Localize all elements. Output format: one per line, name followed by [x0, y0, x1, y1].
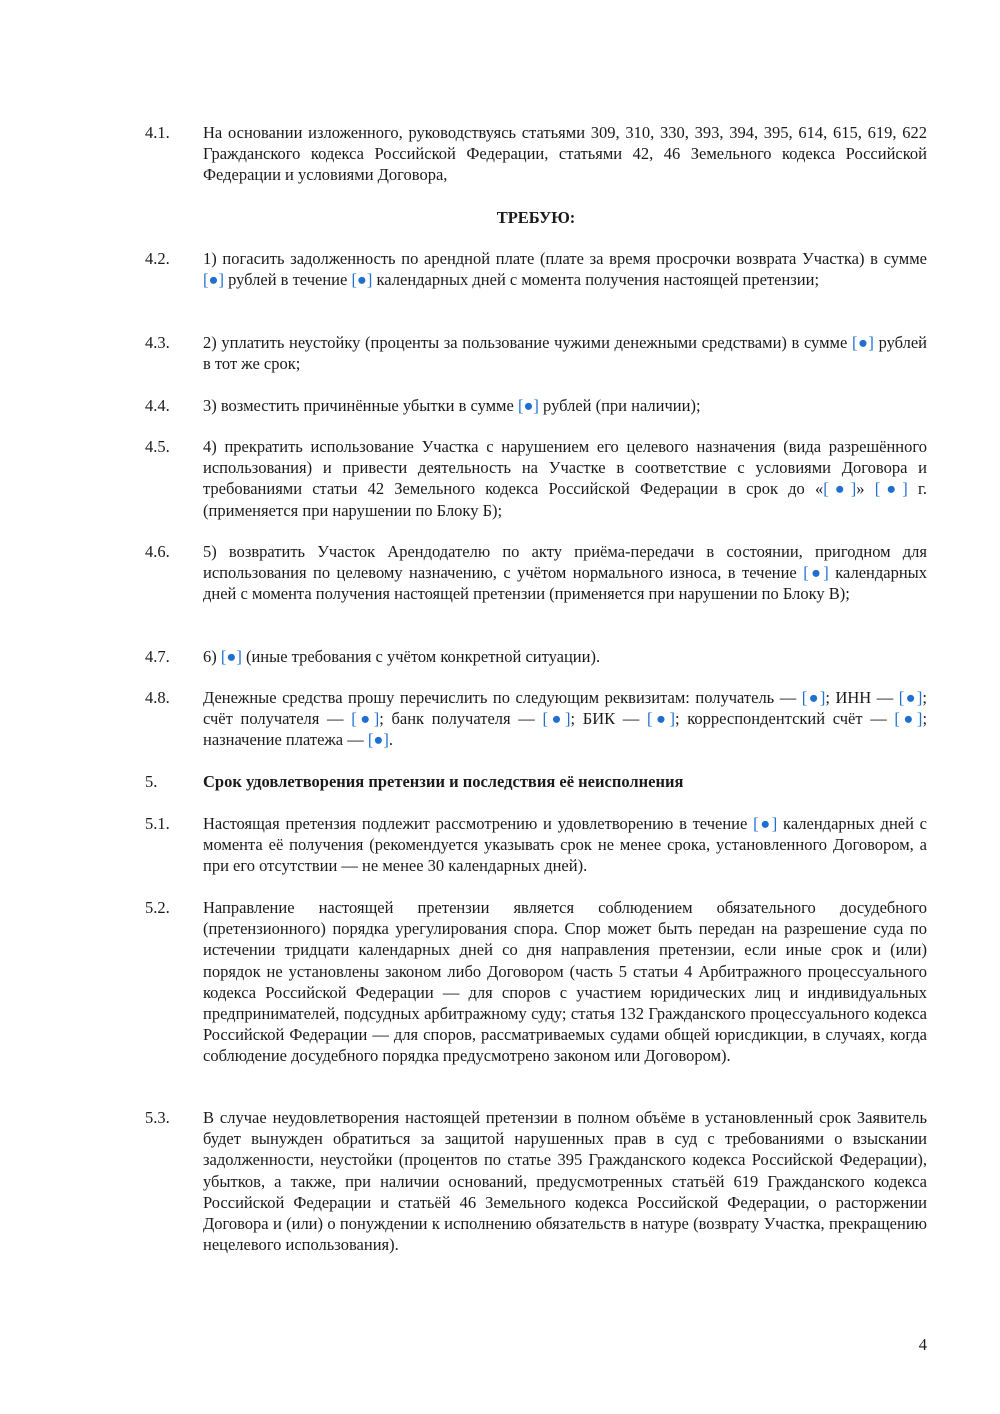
- clause-number: 5.1.: [145, 814, 170, 833]
- clause-text: 6) [●] (иные требования с учётом конкретной ситуации).: [203, 647, 601, 666]
- demand-heading: ТРЕБУЮ:: [496, 208, 576, 227]
- placeholder-marker: [●]: [367, 730, 389, 750]
- clause-4-7: [145, 646, 927, 667]
- section-number: 5.: [145, 772, 158, 791]
- placeholder-marker: [●]: [823, 479, 857, 499]
- clause-5-2: [145, 897, 927, 1067]
- clause-4-4: [145, 395, 927, 416]
- placeholder-marker: [●]: [851, 333, 874, 352]
- placeholder-marker: [●]: [874, 479, 908, 499]
- clause-text: 5) возвратить Участок Арендодателю по акту приёма-передачи в состоянии, пригодном для использования по целевому назначению, с учётом нормального износа, в течение [●] календарных дней с момента получения настоящей претензии (применяется при нарушении по Блоку В);: [203, 542, 928, 604]
- clause-text: На основании изложенного, руководствуясь статьями 309, 310, 330, 393, 394, 395, 614, 615, 619, 622 Гражданского кодекса Российской Федерации, статьями 42, 46 Земельного кодекса Российской Федерации и условиями Договора,: [203, 123, 927, 185]
- clause-text: 3) возместить причинённые убытки в сумме [●] рублей (при наличии);: [203, 396, 701, 415]
- clause-number: 4.7.: [145, 647, 170, 666]
- placeholder-marker: [●]: [517, 396, 539, 415]
- placeholder-marker: [●]: [220, 647, 242, 666]
- section-title: Срок удовлетворения претензии и последствия её неисполнения: [203, 772, 684, 791]
- clause-number: 4.1.: [145, 123, 170, 142]
- clause-number: 4.8.: [145, 688, 170, 707]
- placeholder-marker: [●]: [351, 709, 380, 729]
- clause-number: 4.6.: [145, 542, 170, 561]
- clause-number: 4.4.: [145, 396, 170, 415]
- placeholder-marker: [●]: [803, 563, 829, 583]
- clause-text: 4) прекратить использование Участка с нарушением его целевого назначения (вида разрешённого использования) и привести деятельность на Участке в соответствие с условиями Договора и требованиями статьи 42 Земельного кодекса Российской Федерации в срок до «[●]» [●] г. (применяется при нарушении по Блоку Б);: [203, 437, 928, 520]
- clause-text: 2) уплатить неустойку (проценты за пользование чужими денежными средствами) в сумме [●] рублей в тот же срок;: [203, 333, 928, 374]
- clause-number: 5.3.: [145, 1108, 170, 1127]
- clause-text: 1) погасить задолженность по арендной плате (плате за время просрочки возврата Участка) в сумме [●] рублей в течение [●] календарных дней с момента получения настоящей претензии;: [203, 249, 927, 290]
- clause-4-5: [145, 436, 927, 521]
- clause-5-1: [145, 813, 927, 877]
- clause-4-1: [145, 122, 927, 186]
- clause-number: 4.3.: [145, 333, 170, 352]
- clause-text: Настоящая претензия подлежит рассмотрению и удовлетворению в течение [●] календарных дней с момента её получения (рекомендуется указывать срок не менее срока, установленного Договором, а при его отсутствии — не менее 30 календарных дней).: [203, 814, 927, 876]
- clause-4-8: [145, 687, 927, 751]
- clause-4-3: [145, 332, 927, 374]
- clause-number: 4.2.: [145, 249, 170, 268]
- placeholder-marker: [●]: [542, 709, 571, 729]
- placeholder-marker: [●]: [753, 814, 778, 833]
- placeholder-marker: [●]: [898, 688, 923, 707]
- placeholder-marker: [●]: [646, 709, 675, 729]
- placeholder-marker: [●]: [894, 709, 923, 729]
- clause-4-2: [145, 248, 927, 290]
- page-number: 4: [918, 1335, 927, 1354]
- clause-number: 5.2.: [145, 898, 170, 917]
- placeholder-marker: [●]: [801, 688, 826, 707]
- clause-5-3: [145, 1107, 927, 1255]
- clause-text: В случае неудовлетворения настоящей претензии в полном объёме в установленный срок Заявитель будет вынужден обратиться за защитой нарушенных прав в суд с требованиями о взыскании задолженности, неустойки (процентов по статье 395 Гражданского кодекса Российской Федерации), убытков, а также, при наличии оснований, предусмотренных статьёй 619 Гражданского кодекса Российской Федерации и статьёй 46 Земельного кодекса Российской Федерации, о расторжении Договора и (или) о понуждении к исполнению обязательств в натуре (возврату Участка, прекращению нецелевого использования).: [203, 1108, 927, 1255]
- clause-4-6: [145, 541, 927, 605]
- clause-text: Денежные средства прошу перечислить по следующим реквизитам: получатель — [●]; ИНН — [●]; счёт получателя — [●]; банк получателя — [●]; БИК — [●]; корреспондентский счёт — [●]; назначение платежа — [●].: [203, 688, 928, 750]
- clause-number: 4.5.: [145, 437, 170, 456]
- section-5-heading: [145, 771, 927, 792]
- clause-text: Направление настоящей претензии является соблюдением обязательного досудебного (претензионного) порядка урегулирования спора. Спор может быть передан на разрешение суда по истечении тридцати календарных дней со дня направления претензии, если иные срок и (или) порядок не установлены законом либо Договором (часть 5 статьи 4 Арбитражного процессуального кодекса Российской Федерации — для споров с участием юридических лиц и индивидуальных предпринимателей, подсудных арбитражному суду; статья 132 Гражданского процессуального кодекса Российской Федерации — для споров, рассматриваемых судами общей юрисдикции, в случаях, когда соблюдение досудебного порядка предусмотрено законом или Договором).: [203, 898, 927, 1066]
- placeholder-marker: [●]: [351, 270, 373, 290]
- placeholder-marker: [●]: [203, 270, 224, 290]
